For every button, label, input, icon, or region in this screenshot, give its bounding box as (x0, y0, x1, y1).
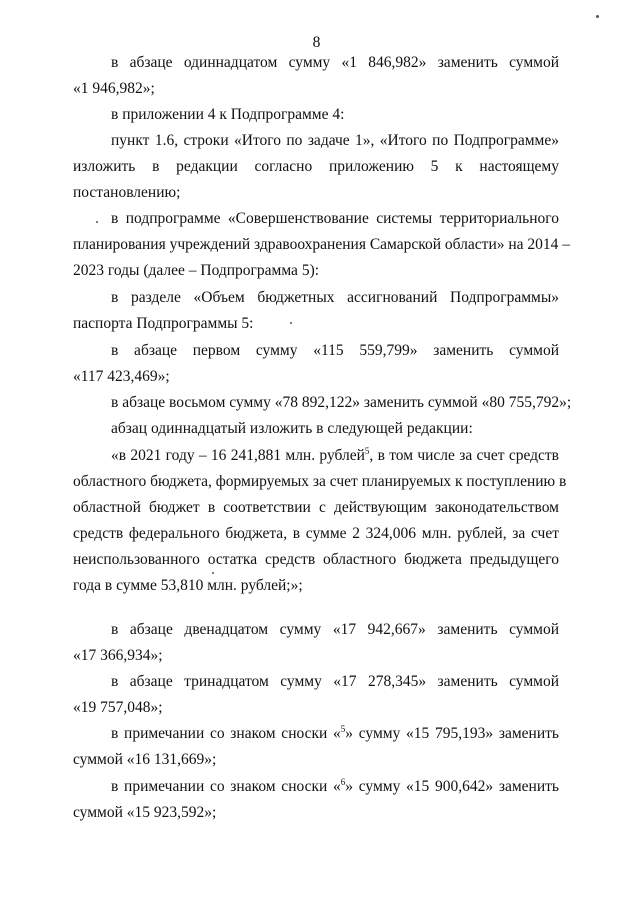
line-text: в подпрограмме «Совершенствование системы территориального (111, 210, 559, 227)
line-text: в разделе «Объем бюджетных ассигнований Подпрограммы» (111, 289, 559, 306)
text-line (73, 50, 559, 76)
paragraph (73, 390, 572, 416)
line-text: постановлению; (73, 184, 181, 201)
line-text: изложить в редакции согласно приложению 5 к настоящему (73, 158, 559, 175)
line-text: абзац одиннадцатый изложить в следующей редакции: (111, 420, 473, 437)
text-line (73, 206, 559, 232)
line-text: неиспользованного остатка средств областного бюджета предыдущего (73, 551, 559, 568)
text-line (73, 232, 571, 258)
footnote-mark: 5 (364, 446, 370, 456)
text-line (73, 495, 559, 521)
line-text: в примечании со знаком сноски « (111, 725, 341, 742)
line-text-continued: » сумму «15 900,642» заменить (345, 778, 559, 795)
paragraph (73, 443, 567, 599)
page-number: 8 (312, 34, 321, 51)
text-line (73, 102, 559, 128)
line-text: «117 423,469»; (73, 368, 170, 385)
scan-speck (596, 15, 599, 18)
line-text: в абзаце восьмом сумму «78 892,122» заменить суммой «80 755,792»; (111, 394, 572, 411)
text-line (73, 721, 559, 747)
text-line (73, 390, 572, 416)
paragraph (73, 617, 559, 669)
paragraph (73, 774, 559, 826)
text-line (73, 547, 559, 573)
scan-speck (290, 322, 292, 324)
paragraph (73, 721, 559, 773)
text-line (73, 643, 559, 669)
text-line (73, 180, 559, 206)
text-line (73, 617, 559, 643)
line-text: планирования учреждений здравоохранения Самарской области» на 2014 – (73, 236, 571, 253)
text-line (73, 800, 559, 826)
line-text: в абзаце одиннадцатом сумму «1 846,982» заменить суммой (111, 54, 559, 71)
text-line (73, 258, 559, 284)
text-line (73, 443, 559, 469)
line-text-continued: , в том числе за счет средств (369, 447, 559, 464)
text-line (73, 416, 559, 442)
text-line (73, 154, 559, 180)
scan-speck (96, 221, 98, 223)
line-text: паспорта Подпрограммы 5: (73, 315, 254, 332)
footnote-mark: 5 (340, 724, 346, 734)
line-text: в абзаце тринадцатом сумму «17 278,345» заменить суммой (111, 673, 559, 690)
line-text: «в 2021 году – 16 241,881 млн. рублей (111, 447, 365, 464)
line-text: средств федерального бюджета, в сумме 2 324,006 млн. рублей, за счет (73, 525, 559, 542)
paragraph (73, 50, 559, 102)
scan-speck (212, 572, 214, 574)
line-text: года в сумме 53,810 млн. рублей;»; (73, 577, 303, 594)
line-text: «19 757,048»; (73, 699, 163, 716)
text-line (73, 338, 559, 364)
text-line (73, 311, 559, 337)
line-text: 2023 годы (далее – Подпрограмма 5): (73, 262, 320, 279)
text-line (73, 469, 567, 495)
paragraph (73, 285, 559, 337)
text-line (73, 521, 559, 547)
text-line (73, 747, 559, 773)
text-line (73, 774, 559, 800)
line-text: в абзаце двенадцатом сумму «17 942,667» заменить суммой (111, 621, 559, 638)
paragraph (73, 206, 571, 284)
paragraph (73, 102, 559, 128)
text-line (73, 76, 559, 102)
line-text: пункт 1.6, строки «Итого по задаче 1», «Итого по Подпрограмме» (111, 132, 559, 149)
line-text: суммой «15 923,592»; (73, 804, 217, 821)
footnote-mark: 6 (340, 777, 346, 787)
text-line (73, 128, 559, 154)
text-line (73, 364, 559, 390)
line-text: в абзаце первом сумму «115 559,799» заменить суммой (111, 342, 559, 359)
line-text: суммой «16 131,669»; (73, 751, 217, 768)
line-text: областной бюджет в соответствии с действующим законодательством (73, 499, 559, 516)
line-text: «17 366,934»; (73, 647, 163, 664)
text-line (73, 669, 559, 695)
line-text: «1 946,982»; (73, 80, 155, 97)
paragraph (73, 669, 559, 721)
line-text-continued: » сумму «15 795,193» заменить (345, 725, 559, 742)
paragraph (73, 128, 559, 206)
line-text: в примечании со знаком сноски « (111, 778, 341, 795)
paragraph (73, 338, 559, 390)
paragraph (73, 416, 559, 442)
line-text: областного бюджета, формируемых за счет планируемых к поступлению в (73, 473, 567, 490)
text-line (73, 695, 559, 721)
text-line (73, 285, 559, 311)
text-line (73, 573, 559, 599)
line-text: в приложении 4 к Подпрограмме 4: (111, 106, 345, 123)
